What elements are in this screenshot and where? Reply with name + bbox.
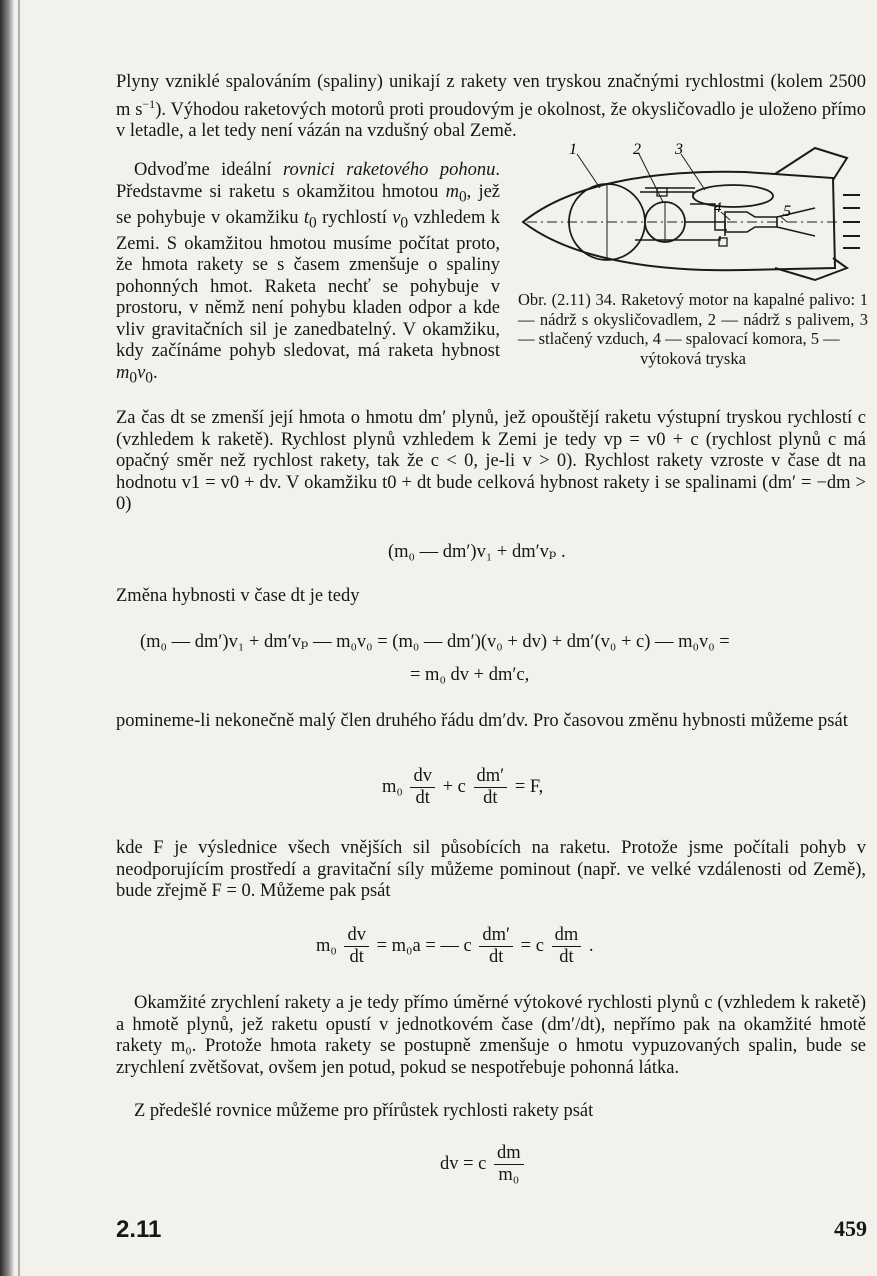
acceleration-paragraph: Okamžité zrychlení rakety a je tedy přímo úměrné výtokové rychlosti plynů c (vzhledem k raketě) a hmotě plynů, jež raketu opustí v jednotkovém čase (dm′/dt), nepřímo pak na okamžité hmotě rakety m₀. Protože hmota rakety se postupně zmenšuje o hmotu vypuzovaných spalin, bude se zrychlení zvětšovat, ovšem jen potud, pokud se nespotřebuje pohonná látka. (116, 993, 866, 1078)
second-order-paragraph: pomineme-li nekonečně malý člen druhého řádu dm′dv. Pro časovou změnu hybnosti můžeme psát (116, 711, 848, 731)
velocity-increment-intro: Z předešlé rovnice můžeme pro přírůstek rychlosti rakety psát (134, 1101, 594, 1121)
equation-momentum-change-line1: (m₀ — dm′)v₁ + dm′vₚ — m₀v₀ = (m₀ — dm′)(v₀ + dv) + dm′(v₀ + c) — m₀v₀ = (140, 632, 730, 652)
figure-caption: Obr. (2.11) 34. Raketový motor na kapalné palivo: 1 — nádrž s okysličovadlem, 2 — nádrž s palivem, 3 — stlačený vzduch, 4 — spalovací komora, 5 — výtoková tryska (518, 290, 868, 368)
equation-velocity-increment: dv = c $\frac{dm}{\text{m₀}}$ (440, 1143, 527, 1186)
book-binding-edge (0, 0, 14, 1276)
equation-acceleration: m₀ $\frac{dv}{dt}$ = m₀a = — c $\frac{dm'}{dt}$ = c $\frac{dm}{dt}$ . (316, 925, 594, 967)
momentum-change-intro: Změna hybnosti v čase dt je tedy (116, 586, 360, 606)
rocket-engine-figure (515, 140, 870, 285)
binding-shadow (18, 0, 20, 1276)
fraction-dv-dt: $\frac{dv}{dt}$ (410, 766, 435, 809)
fig-label-5: 5 (783, 203, 791, 220)
exhaust-lines (843, 195, 860, 248)
fig-label-3: 3 (675, 141, 683, 158)
equation-momentum-change-line2: = m₀ dv + dm′c, (410, 665, 530, 685)
section-number: 2.11 (116, 1216, 162, 1243)
fig-label-1: 1 (569, 141, 577, 158)
fraction-dm-dt: $\frac{dm'}{dt}$ (474, 766, 508, 809)
intro-paragraph: Plyny vzniklé spalováním (spaliny) unikají z rakety ven tryskou značnými rychlostmi (kolem 2500 m $s^{-1}$). Výhodou raketových motorů proti proudovým je okolnost, že okysličovadlo je uloženo přímo v letadle, a let tedy není vázán na vzdušný obal Země. (116, 72, 867, 142)
fig-label-4: 4 (714, 200, 722, 216)
equation-total-momentum: (m₀ — dm′)v₁ + dm′vₚ . (388, 542, 566, 562)
external-forces-paragraph: kde F je výslednice všech vnějších sil působících na raketu. Protože jsme počítali pohyb v neodporujícím prostředí a gravitační síly můžeme pominout (např. ve velké vzdálenosti od Země), bude zřejmě F = 0. Můžeme pak psát (116, 838, 866, 901)
fig-label-2: 2 (633, 141, 641, 158)
derivation-paragraph: Odvoďme ideální rovnici raketového pohonu. Představme si raketu s okamžitou hmotou $m_0$, jež se pohybuje v okamžiku $t_0$ rychlostí $v_0$ vzhledem k Zemi. S okamžitou hmotou musíme počítat proto, že hmota rakety se s časem zmenšuje o spaliny pohonných hmot. Raketa nechť se pohybuje v prostoru, v němž není pohybu kladen odpor a kde vliv gravitačních sil je zanedbatelný. V okamžiku, kdy začínáme pohyb sledovat, má raketa hybnost $m_0v_0$. (116, 160, 501, 387)
page-number: 459 (834, 1216, 867, 1241)
equation-force: m₀ $\frac{dv}{dt}$ + c $\frac{dm'}{dt}$ = F, (382, 766, 544, 808)
momentum-paragraph: Za čas dt se zmenší její hmota o hmotu dm′ plynů, jež opouštějí raketu výstupní tryskou rychlostí c (vzhledem k raketě). Rychlost plynů vzhledem k Zemi je tedy vp = v0 + c (rychlost plynů c má opačný směr než rychlost rakety, tak že c < 0, je-li v > 0). Rychlost rakety vzroste v čase dt na hodnotu v1 = v0 + dv. V okamžiku t0 + dt bude celková hybnost rakety i se spalinami (dm′ = −dm > 0) (116, 408, 866, 514)
